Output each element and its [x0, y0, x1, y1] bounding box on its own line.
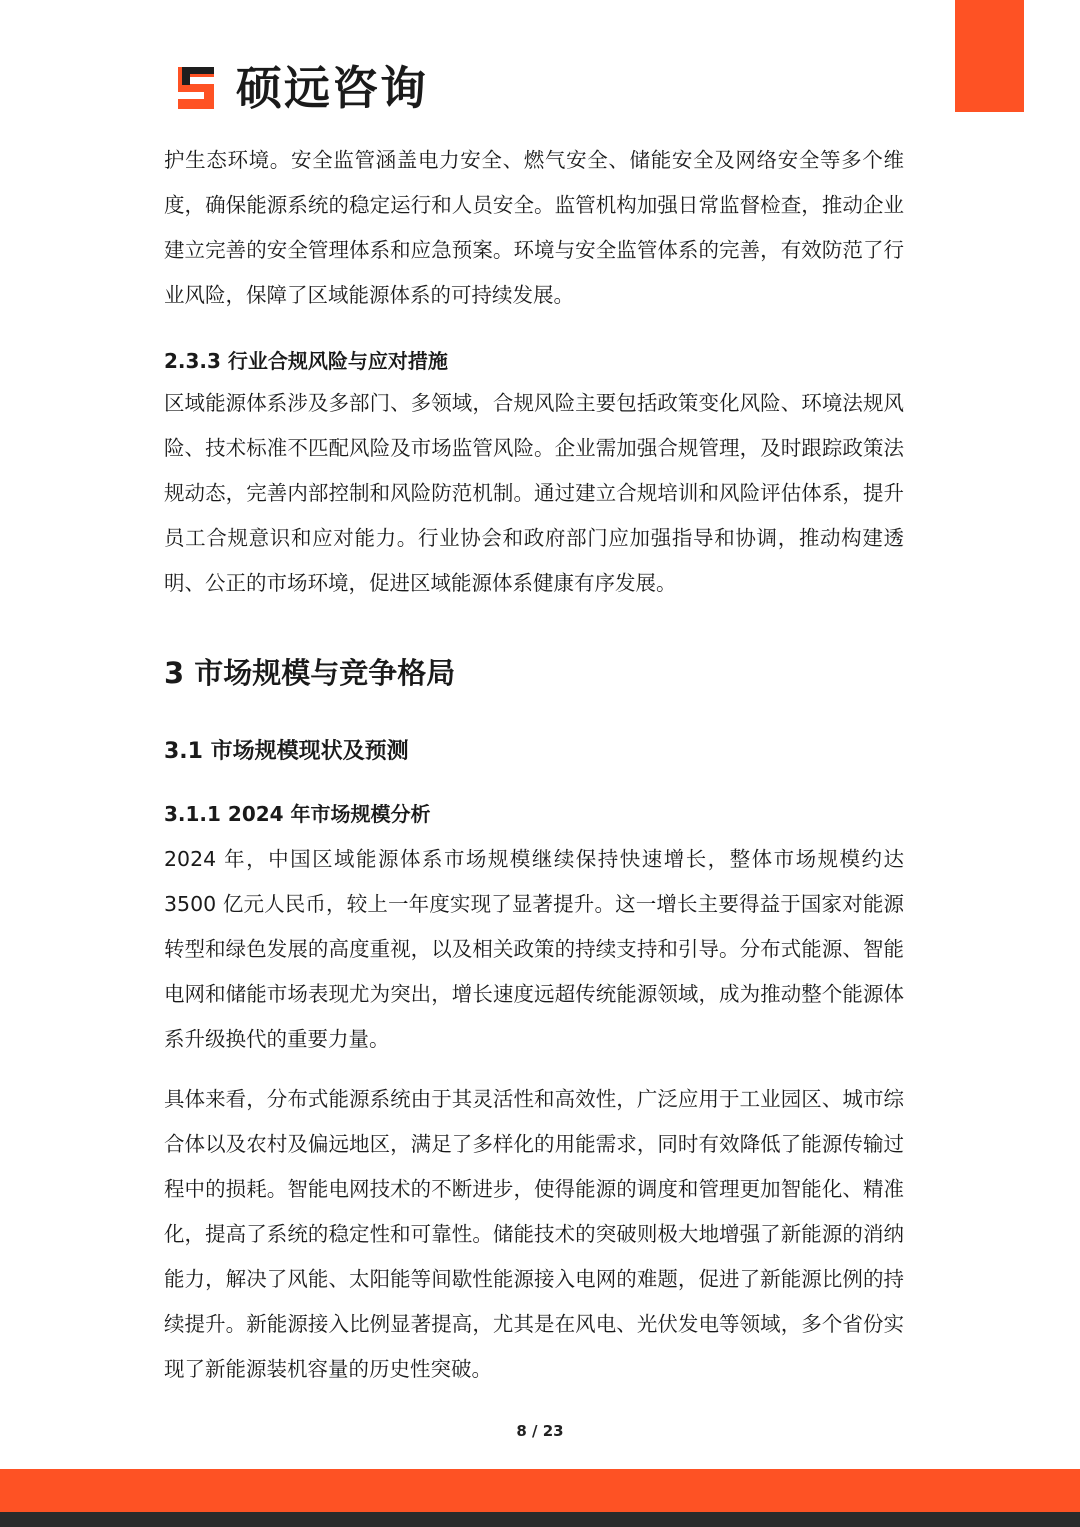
footer-dark-line: [0, 1512, 1080, 1527]
logo-mark-icon: [174, 63, 226, 113]
corner-accent-tab: [955, 0, 1024, 112]
brand-logo: [174, 60, 428, 116]
section-3-1-1-paragraph-1: 2024 年，中国区域能源体系市场规模继续保持快速增长，整体市场规模约达3500 亿元人民币，较上一年度实现了显著提升。这一增长主要得益于国家对能源转型和绿色发展的高度重视，以及相关政策的持续支持和引导。分布式能源、智能电网和储能市场表现尤为突出，增长速度远超传统能源领域，成为推动整个能源体系升级换代的重要力量。: [164, 847, 904, 1051]
chapter-heading-3: 3 市场规模与竞争格局: [164, 656, 456, 690]
section-heading-2-3-3: 2.3.3 行业合规风险与应对措施: [164, 349, 448, 373]
section-3-1-1-paragraph-2: 具体来看，分布式能源系统由于其灵活性和高效性，广泛应用于工业园区、城市综合体以及农村及偏远地区，满足了多样化的用能需求，同时有效降低了能源传输过程中的损耗。智能电网技术的不断进步，使得能源的调度和管理更加智能化、精准化，提高了系统的稳定性和可靠性。储能技术的突破则极大地增强了新能源的消纳能力，解决了风能、太阳能等间歇性能源接入电网的难题，促进了新能源比例的持续提升。新能源接入比例显著提高，尤其是在风电、光伏发电等领域，多个省份实现了新能源装机容量的历史性突破。: [164, 1087, 904, 1381]
document-body: [164, 138, 904, 1392]
logo-text: 硕远咨询: [236, 61, 428, 115]
footer-accent-bar: [0, 1469, 1080, 1512]
section-heading-3-1-1: 3.1.1 2024 年市场规模分析: [164, 802, 431, 826]
section-2-3-3-paragraph: 区域能源体系涉及多部门、多领域，合规风险主要包括政策变化风险、环境法规风险、技术标准不匹配风险及市场监管风险。企业需加强合规管理，及时跟踪政策法规动态，完善内部控制和风险防范机制。通过建立合规培训和风险评估体系，提升员工合规意识和应对能力。行业协会和政府部门应加强指导和协调，推动构建透明、公正的市场环境，促进区域能源体系健康有序发展。: [164, 391, 904, 595]
intro-paragraph: 护生态环境。安全监管涵盖电力安全、燃气安全、储能安全及网络安全等多个维度，确保能源系统的稳定运行和人员安全。监管机构加强日常监督检查，推动企业建立完善的安全管理体系和应急预案。环境与安全监管体系的完善，有效防范了行业风险，保障了区域能源体系的可持续发展。: [164, 148, 904, 307]
section-heading-3-1: 3.1 市场规模现状及预测: [164, 739, 409, 764]
page-number: 8 / 23: [516, 1422, 564, 1440]
